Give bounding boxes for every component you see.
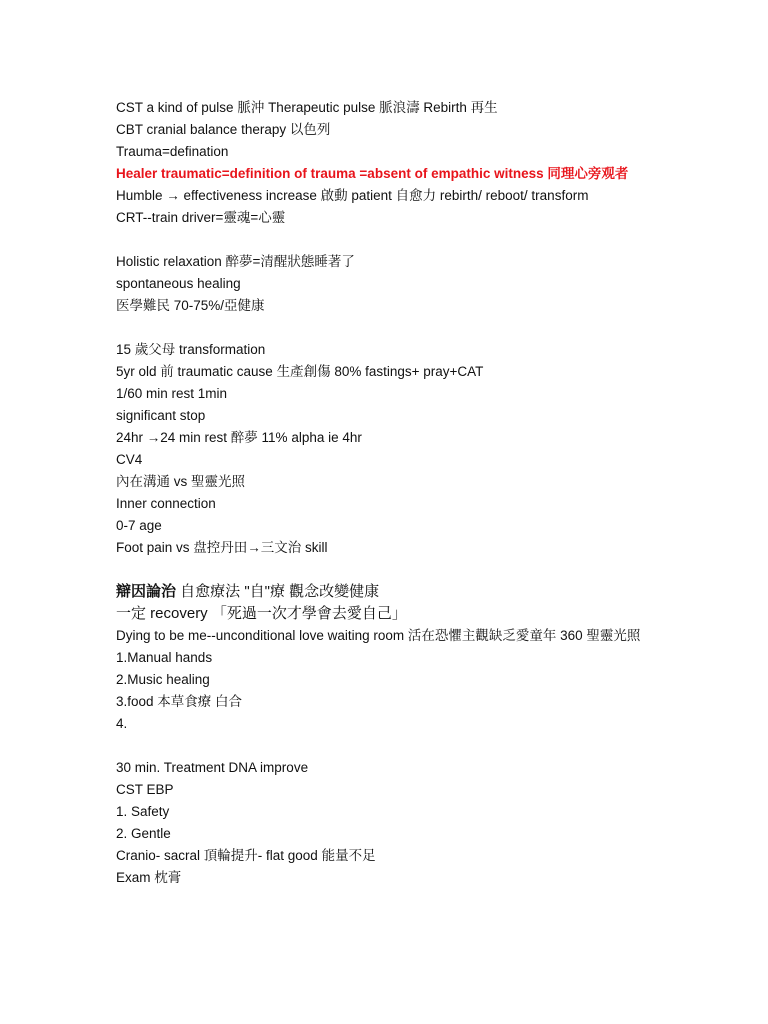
blank-line xyxy=(116,559,656,581)
note-line: Cranio- sacral 頂輪提升- flat good 能量不足 xyxy=(116,848,376,863)
note-heading-line xyxy=(116,581,656,603)
heading-bold-text: 辯因論治 xyxy=(116,583,177,600)
note-line-wrapped: Dying to be me--unconditional love waiting room 活在恐懼主觀缺乏愛童年 360 聖靈光照 xyxy=(116,628,641,643)
note-line: 24hr →24 min rest 醉夢 11% alpha ie 4hr xyxy=(116,430,362,445)
note-line: 2. Gentle xyxy=(116,826,171,841)
note-line: Holistic relaxation 醉夢=清醒狀態睡著了 xyxy=(116,254,355,269)
note-line: Humble → effectiveness increase 啟動 patient 自愈力 rebirth/ reboot/ transform xyxy=(116,188,589,203)
note-line: Trauma=defination xyxy=(116,144,229,159)
note-line: 2.Music healing xyxy=(116,672,210,687)
note-line: 5yr old 前 traumatic cause 生產創傷 80% fastings+ pray+CAT xyxy=(116,364,484,379)
note-line: CV4 xyxy=(116,452,143,467)
note-line: CBT cranial balance therapy 以色列 xyxy=(116,122,331,137)
note-line: 15 歲父母 transformation xyxy=(116,342,266,357)
note-line: Foot pain vs 盘控丹田→三文治 skill xyxy=(116,540,328,555)
heading-rest-text: 自愈療法 "自"療 觀念改變健康 xyxy=(176,583,380,600)
note-line: 1. Safety xyxy=(116,804,170,819)
note-line: 4. xyxy=(116,716,128,731)
blank-line xyxy=(116,735,656,757)
note-line: 1/60 min rest 1min xyxy=(116,386,228,401)
blank-line xyxy=(116,229,656,251)
note-line: 0-7 age xyxy=(116,518,162,533)
note-line: 30 min. Treatment DNA improve xyxy=(116,760,309,775)
note-line: spontaneous healing xyxy=(116,276,241,291)
note-line: significant stop xyxy=(116,408,206,423)
note-line: Inner connection xyxy=(116,496,216,511)
note-line: CST a kind of pulse 脈沖 Therapeutic pulse 脈浪濤 Rebirth 再生 xyxy=(116,100,498,115)
note-line: CRT--train driver=靈魂=心靈 xyxy=(116,210,286,225)
note-line: CST EBP xyxy=(116,782,174,797)
highlighted-note-line: Healer traumatic=definition of trauma =absent of empathic witness 同理心旁观者 xyxy=(116,166,629,181)
note-line: 一定 recovery 「死過一次才學會去愛自己」 xyxy=(116,605,407,622)
notes-body xyxy=(116,97,656,889)
note-line: 医學難民 70-75%/亞健康 xyxy=(116,298,265,313)
note-line: 內在溝通 vs 聖靈光照 xyxy=(116,474,246,489)
note-line: 3.food 本草食療 白合 xyxy=(116,694,243,709)
note-line: Exam 枕膏 xyxy=(116,870,182,885)
note-line: 1.Manual hands xyxy=(116,650,213,665)
blank-line xyxy=(116,317,656,339)
